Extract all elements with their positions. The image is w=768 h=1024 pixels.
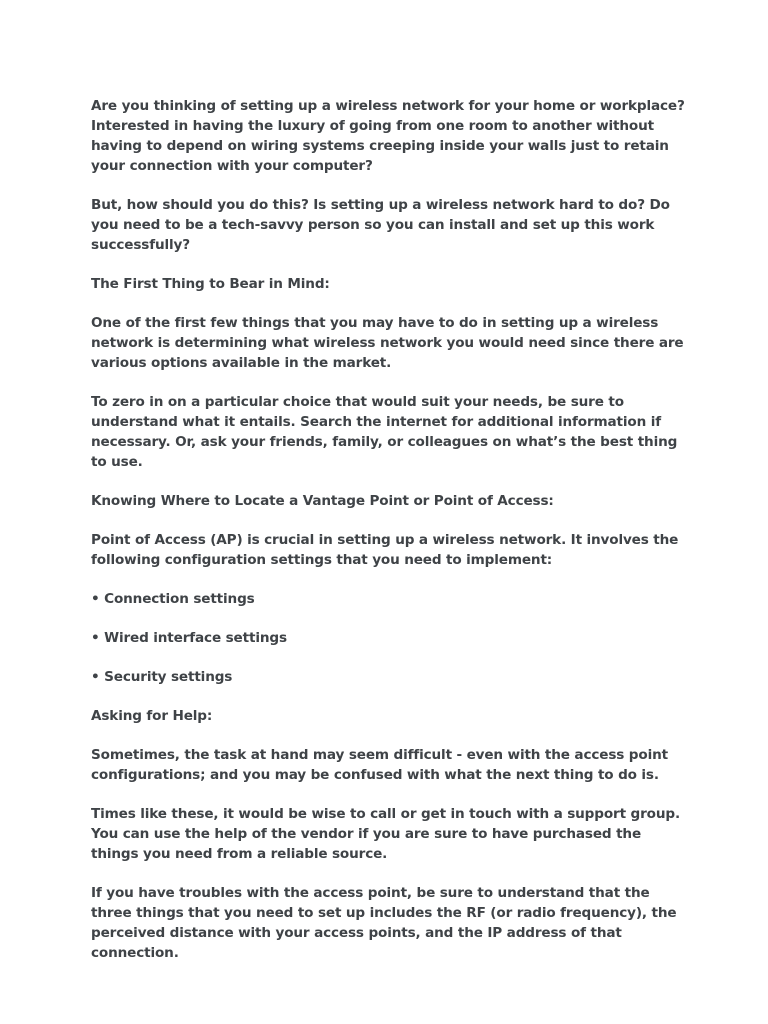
paragraph-access-point: Point of Access (AP) is crucial in setting up a wireless network. It involves the following configuration settings that you need to implement:: [91, 532, 679, 568]
section-heading-asking-for-help: Asking for Help:: [91, 708, 213, 724]
question-paragraph: But, how should you do this? Is setting up a wireless network hard to do? Do you need to be a tech-savvy person so you can install and set up this work successfully?: [91, 197, 670, 253]
paragraph-difficulty: Sometimes, the task at hand may seem difficult - even with the access point configurations; and you may be confused with what the next thing to do is.: [91, 747, 668, 783]
paragraph-support-group: Times like these, it would be wise to call or get in touch with a support group. You can use the help of the vendor if you are sure to have purchased the things you need from a reliable source.: [91, 806, 680, 862]
list-item-security-settings: • Security settings: [91, 669, 233, 685]
document-body: [91, 96, 691, 982]
intro-paragraph: Are you thinking of setting up a wireless network for your home or workplace? Interested in having the luxury of going from one room to another without having to depend on wiring systems creeping inside your walls just to retain your connection with your computer?: [91, 98, 685, 174]
paragraph-research: To zero in on a particular choice that would suit your needs, be sure to understand what it entails. Search the internet for additional information if necessary. Or, ask your friends, family, or colleagues on what’s the best thing to use.: [91, 394, 678, 470]
section-heading-first-thing: The First Thing to Bear in Mind:: [91, 276, 330, 292]
paragraph-options: One of the first few things that you may have to do in setting up a wireless network is determining what wireless network you would need since there are various options available in the market.: [91, 315, 684, 371]
paragraph-troubles: If you have troubles with the access point, be sure to understand that the three things that you need to set up includes the RF (or radio frequency), the perceived distance with your access points, and the IP address of that connection.: [91, 885, 677, 961]
list-item-connection-settings: • Connection settings: [91, 591, 255, 607]
list-item-wired-interface-settings: • Wired interface settings: [91, 630, 287, 646]
section-heading-vantage-point: Knowing Where to Locate a Vantage Point or Point of Access:: [91, 493, 554, 509]
